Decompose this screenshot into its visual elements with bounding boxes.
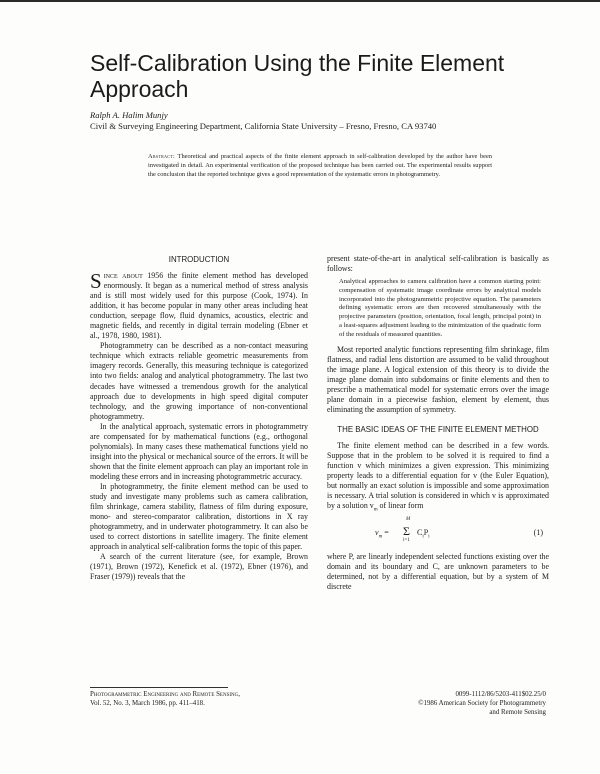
intro-small-caps: ince about bbox=[103, 271, 143, 280]
left-column bbox=[90, 255, 308, 582]
right-column bbox=[327, 254, 549, 592]
abstract bbox=[148, 152, 492, 180]
introduction-heading: INTRODUCTION bbox=[168, 255, 230, 264]
footer-code: 0099-1112/86/5203-411$02.25/0 bbox=[455, 691, 546, 698]
intro-paragraph-4: In photogrammetry, the finite element method can be used to study and investigate many problems such as camera calibration, film shrinkage, camera stability, flatness of film during exposure, mono- and stereo-comparator calibration, distortions in X ray photogrammetry, and in underwater photogrammetry. It can also be used to correct distortions in satellite imagery. The finite element approach in analytical self-calibration forms the topic of this paper. bbox=[90, 481, 308, 552]
sum-lower-limit: i=1 bbox=[403, 537, 410, 543]
footer-copyright-line-2: and Remote Sensing bbox=[489, 709, 546, 717]
equation-1 bbox=[327, 516, 549, 546]
footer-copyright-line-1: ©1986 American Society for Photogrammetry bbox=[418, 700, 546, 708]
continued-paragraph: present state-of-the-art in analytical self-calibration is basically as follows: bbox=[327, 254, 549, 274]
equation-func: P bbox=[423, 527, 429, 537]
intro-paragraph-3: In the analytical approach, systematic errors in photogrammetry are compensated for by mathematical functions (e.g., orthogonal polynomials). In many cases these mathematical functions yield no insight into the physical or mechanical source of the errors. It will be shown that the finite element approach can play an important role in modeling these errors and in increasing photogrammetric accuracy. bbox=[90, 421, 308, 481]
author-name: Ralph A. Halim Munjy bbox=[90, 110, 168, 120]
basic-ideas-heading: THE BASIC IDEAS OF THE FINITE ELEMENT METHOD bbox=[337, 425, 539, 434]
equation-lhs bbox=[375, 528, 389, 540]
abstract-text: Theoretical and practical aspects of the finite element approach in self-calibration developed by the author have been investigated in detail. An experimental verification of the proposed technique has been carried out. The experimental results support the conclusion that the reported technique gives a good representation of the systematic errors in photogrammetry. bbox=[148, 153, 492, 179]
basic-ideas-paragraph bbox=[327, 441, 549, 516]
equation-rhs bbox=[417, 528, 430, 540]
footer-citation bbox=[90, 690, 320, 708]
drop-cap: S bbox=[90, 269, 102, 293]
scan-top-edge bbox=[0, 0, 600, 2]
equation-coef-sub: i bbox=[422, 534, 424, 540]
equation-func-sub: i bbox=[428, 534, 430, 540]
abstract-label: Abstract: bbox=[148, 153, 176, 160]
paper-title: Self-Calibration Using the Finite Element Approach bbox=[90, 50, 505, 102]
basic-ideas-subscript: m bbox=[373, 507, 378, 513]
footer-copyright bbox=[360, 690, 546, 718]
block-quote: Analytical approaches to camera calibration have a common starting point: compensation of systematic image coordinate errors by analytical models incorporated into the photogrammetric projective equation. The parameters defining systematic errors are then recovered simultaneously with the projective parameters (position, orientation, focal length, principal point) in a least-squares adjustment leading to the minimization of the quadratic form of the residuals of measured quantities. bbox=[339, 278, 541, 338]
basic-ideas-text-end: of linear form bbox=[377, 501, 424, 511]
equation-lhs-sub: m bbox=[378, 534, 383, 540]
intro-paragraph-1 bbox=[90, 271, 308, 341]
sum-symbol: Σ bbox=[403, 523, 410, 538]
intro-paragraph-1-text: 1956 the finite element method has developed enormously. It began as a numerical method of stress analysis and is still most widely used for this purpose (Cook, 1974). In addition, it has become popular in many other areas including heat conduction, seepage flow, fluid dynamics, acoustics, electric and magnetic fields, and recently in digital terrain modeling (Ebner et al., 1978, 1980, 1981). bbox=[90, 271, 309, 341]
sum-upper-limit: M bbox=[406, 516, 411, 522]
paragraph-after-quote: Most reported analytic functions representing film shrinkage, film flatness, and radial lens distortion are assumed to be valid throughout the image plane. A logical extension of this theory is to divide the image plane domain into subdomains or finite elements and then to prescribe a mathematical model for systematic errors over the image plane domain in a piecewise fashion, element by element, thus eliminating the assumption of symmetry. bbox=[327, 344, 549, 414]
author-affiliation: Civil & Surveying Engineering Department, California State University – Fresno, Fresno, CA 93740 bbox=[90, 121, 437, 131]
equation-number: (1) bbox=[533, 527, 543, 537]
equation-lhs-var: v bbox=[375, 527, 379, 537]
footer-journal: Photogrammetric Engineering and Remote Sensing, bbox=[90, 691, 240, 698]
intro-paragraph-2: Photogrammetry can be described as a non-contact measuring technique which extracts reliable geometric measurements from imagery records. Generally, this measuring technique is categorized into two fields: analog and analytical photogrammetry. The last two decades have witnessed a tremendous growth for the analytical approach due to developments in high speed digital computer technology, and the growing importance of non-conventional photogrammetry. bbox=[90, 341, 308, 421]
footer-rule bbox=[90, 687, 228, 688]
intro-paragraph-5: A search of the current literature (see, for example, Brown (1971), Brown (1972), Kenefick et al. (1972), Ebner (1976), and Fraser (1979)) reveals that the bbox=[90, 552, 308, 582]
equation-coef: C bbox=[417, 527, 423, 537]
footer-volume: Vol. 52, No. 3, March 1986, pp. 411–418. bbox=[90, 700, 205, 708]
basic-ideas-text: The finite element method can be described in a few words. Suppose that in the problem to be solved it is required to find a function v which minimizes a given expression. This minimizing property leads to a differential equation for v (the Euler Equation), but normally an exact solution is impossible and some approximation is necessary. A trial solution is considered in which v is approximated by a solution v bbox=[327, 441, 549, 511]
paragraph-last: where P, are linearly independent selected functions existing over the domain and its boundary and C, are unknown parameters to be determined, not by a differential equation, but by a system of M discrete bbox=[327, 551, 549, 592]
equation-equals: = bbox=[384, 527, 389, 537]
